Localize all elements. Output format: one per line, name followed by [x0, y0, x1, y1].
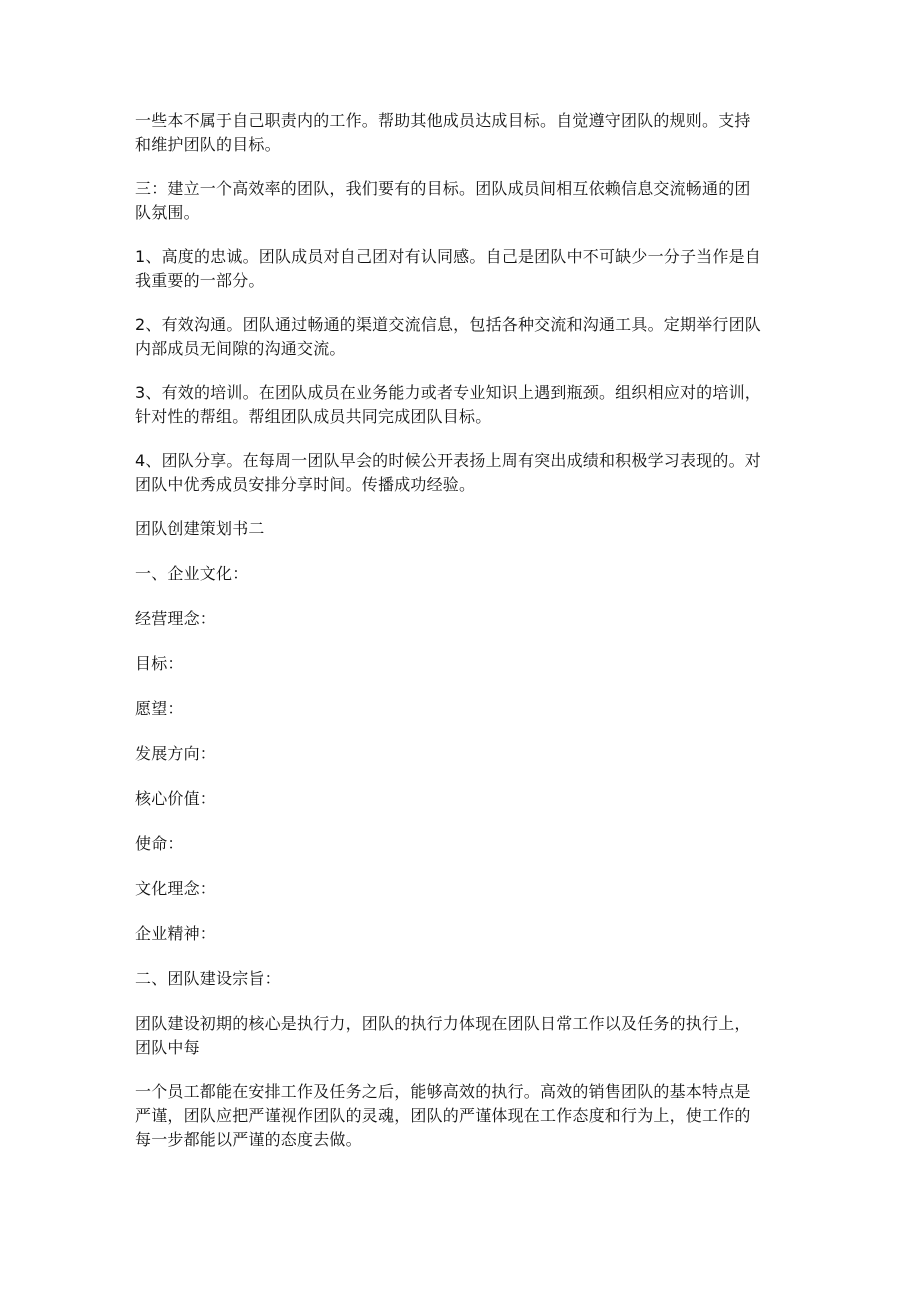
text-line: 队氛围。: [135, 203, 200, 222]
paragraph-purpose: [135, 1012, 800, 1060]
text-line: 文化理念：: [135, 879, 217, 898]
text-line: 内部成员无间隙的沟通交流。: [135, 339, 346, 358]
paragraph-responsibility: [135, 109, 800, 157]
text-line: 发展方向：: [135, 744, 217, 763]
text-line: 2、有效沟通。团队通过畅通的渠道交流信息，包括各种交流和沟通工具。定期举行团队: [135, 315, 761, 334]
text-line: 和维护团队的目标。: [135, 135, 281, 154]
paragraph-execution: [135, 1080, 800, 1152]
subsection-heading: [135, 967, 800, 991]
text-line: 团队中每: [135, 1038, 200, 1057]
paragraph-item-2: [135, 313, 800, 361]
field-label: [135, 607, 800, 631]
paragraph-item-3: [135, 381, 800, 429]
text-line: 一些本不属于自己职责内的工作。帮助其他成员达成目标。自觉遵守团队的规则。支持: [135, 111, 751, 130]
text-line: 1、高度的忠诚。团队成员对自己团对有认同感。自己是团队中不可缺少一分子当作是自: [135, 247, 761, 266]
text-line: 一、企业文化：: [135, 564, 249, 583]
text-line: 4、团队分享。在每周一团队早会的时候公开表扬上周有突出成绩和积极学习表现的。对: [135, 451, 761, 470]
field-label: [135, 877, 800, 901]
paragraph-item-1: [135, 245, 800, 293]
text-line: 团队创建策划书二: [135, 519, 265, 538]
subsection-heading: [135, 562, 800, 586]
text-line: 一个员工都能在安排工作及任务之后，能够高效的执行。高效的销售团队的基本特点是: [135, 1082, 751, 1101]
paragraph-section-three: [135, 177, 800, 225]
field-label: [135, 922, 800, 946]
field-label: [135, 832, 800, 856]
text-line: 三：建立一个高效率的团队，我们要有的目标。团队成员间相互依赖信息交流畅通的团: [135, 179, 751, 198]
text-line: 目标：: [135, 654, 184, 673]
text-line: 每一步都能以严谨的态度去做。: [135, 1130, 362, 1149]
paragraph-item-4: [135, 449, 800, 497]
text-line: 针对性的帮组。帮组团队成员共同完成团队目标。: [135, 407, 492, 426]
field-label: [135, 787, 800, 811]
text-line: 经营理念：: [135, 609, 217, 628]
text-line: 3、有效的培训。在团队成员在业务能力或者专业知识上遇到瓶颈。组织相应对的培训，: [135, 383, 761, 402]
text-line: 二、团队建设宗旨：: [135, 969, 281, 988]
text-line: 核心价值：: [135, 789, 217, 808]
text-line: 我重要的一部分。: [135, 271, 265, 290]
field-label: [135, 742, 800, 766]
text-line: 严谨，团队应把严谨视作团队的灵魂，团队的严谨体现在工作态度和行为上，使工作的: [135, 1106, 751, 1125]
text-line: 团队中优秀成员安排分享时间。传播成功经验。: [135, 475, 476, 494]
document-body: [135, 109, 800, 1172]
text-line: 团队建设初期的核心是执行力，团队的执行力体现在团队日常工作以及任务的执行上，: [135, 1014, 751, 1033]
field-label: [135, 652, 800, 676]
section-heading: [135, 517, 800, 541]
text-line: 愿望：: [135, 699, 184, 718]
text-line: 使命：: [135, 834, 184, 853]
field-label: [135, 697, 800, 721]
text-line: 企业精神：: [135, 924, 217, 943]
